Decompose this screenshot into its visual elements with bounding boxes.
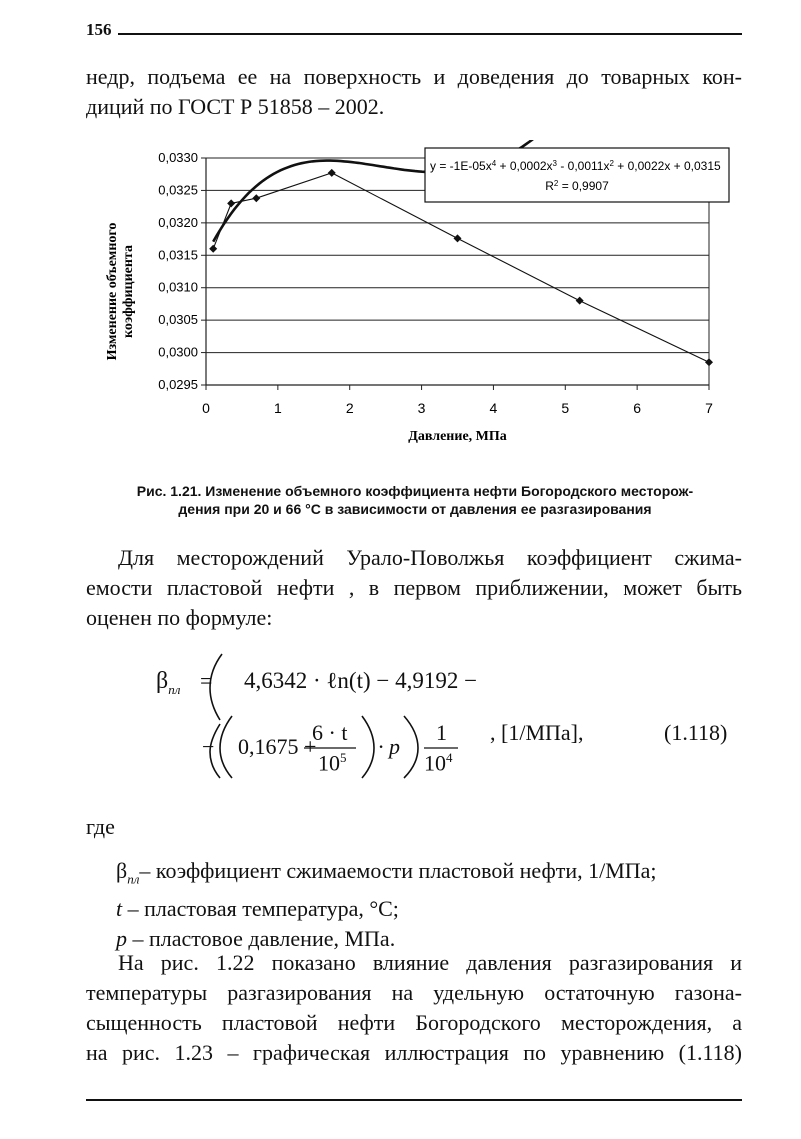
formula-const: 0,1675 +: [238, 734, 317, 759]
y-tick-label: 0,0295: [158, 377, 198, 392]
data-point: [209, 245, 217, 253]
data-point: [252, 194, 260, 202]
den2-exp: 4: [446, 750, 453, 765]
x-tick-label: 5: [561, 400, 570, 416]
formula-eq-number: (1.118): [664, 720, 728, 745]
definitions-list: [116, 856, 657, 954]
def-symbol: p: [116, 926, 127, 952]
formula-frac-den: [318, 750, 347, 776]
den2-base: 10: [424, 750, 446, 776]
formula-times-p: · p: [378, 734, 400, 759]
frac-den-exp: 5: [340, 750, 347, 765]
lhs-symbol: β: [156, 668, 169, 694]
x-tick-label: 4: [489, 400, 498, 416]
formula-line1: 4,6342 · ℓn(t) − 4,9192 −: [244, 668, 478, 693]
formula-frac-num: 6 · t: [312, 720, 348, 745]
text-line: оценен по формуле:: [86, 605, 273, 630]
trendline-equation-box: [425, 148, 729, 202]
header-rule: [118, 33, 742, 35]
x-tick-label: 1: [273, 400, 282, 416]
caption-line: дения при 20 и 66 °С в зависимости от давления ее разгазирования: [178, 501, 652, 517]
text-line: емости пластовой нефти , в первом приближении, может быть: [86, 575, 742, 600]
y-tick-label: 0,0325: [158, 182, 198, 198]
data-point: [576, 297, 584, 305]
text-line: Для месторождений Урало-Поволжья коэффициент сжима-: [118, 545, 742, 570]
def-symbol: t: [116, 896, 123, 922]
definition-t: [116, 894, 657, 924]
text-line: недр, подъема ее на поверхность и доведения до товарных кон-: [86, 64, 742, 89]
x-tick-label: 3: [417, 400, 426, 416]
formula-units: , [1/МПа],: [490, 720, 584, 745]
def-subscript: пл: [127, 871, 140, 887]
def-text: – коэффициент сжимаемости пластовой нефти, 1/МПа;: [139, 858, 657, 883]
r-squared-label: $R^2 = 0,9907$: [545, 178, 609, 193]
x-tick-label: 0: [202, 400, 210, 416]
def-text: – пластовая температура, °С;: [122, 896, 399, 922]
figure-chart: [100, 140, 750, 450]
text-line: сыщенность пластовой нефти Богородского месторождения, а: [86, 1010, 742, 1035]
page-number: 156: [86, 20, 112, 39]
formula-equals: =: [200, 668, 213, 693]
x-tick-label: 6: [633, 400, 642, 416]
text-line: На рис. 1.22 показано влияние давления разгазирования и: [118, 950, 742, 975]
formula-minus: −: [202, 734, 215, 759]
x-tick-label: 7: [705, 400, 713, 416]
def-text: – пластовое давление, МПа.: [127, 926, 396, 952]
y-axis-label: Изменение объемного: [105, 222, 120, 361]
footer-rule: [86, 1099, 742, 1101]
def-symbol: β: [116, 858, 128, 883]
intro-paragraph: [86, 543, 742, 633]
caption-line: Рис. 1.21. Изменение объемного коэффициента нефти Богородского месторож-: [136, 483, 694, 499]
data-point: [227, 199, 235, 207]
text-line: на рис. 1.23 – графическая иллюстрация по уравнению (1.118): [86, 1040, 742, 1065]
lhs-subscript: пл: [168, 681, 181, 697]
formula-1-118: [156, 648, 776, 798]
frac-den-base: 10: [318, 750, 340, 776]
trendline-equation: $y = -1E-05x^4 + 0,0002x^3 - 0,0011x^2 + 0,0022x + 0,0315$: [430, 158, 721, 173]
data-point: [705, 358, 713, 366]
y-axis-label: коэффициента: [121, 245, 136, 338]
figure-caption: [110, 482, 720, 518]
text-line: диций по ГОСТ Р 51858 – 2002.: [86, 94, 385, 119]
where-label: где: [86, 814, 115, 839]
y-tick-label: 0,0315: [158, 247, 198, 263]
y-tick-label: 0,0300: [158, 344, 198, 360]
text-line: температуры разгазирования на удельную остаточную газона-: [86, 980, 742, 1005]
y-tick-label: 0,0305: [158, 312, 198, 328]
bottom-paragraph: [86, 948, 742, 1068]
definition-beta: [116, 856, 657, 894]
formula-den2: [424, 750, 453, 776]
top-paragraph: [86, 62, 742, 122]
y-tick-label: 0,0320: [158, 214, 198, 230]
y-tick-label: 0,0330: [158, 150, 198, 165]
formula-lhs: [156, 668, 180, 698]
x-tick-label: 2: [345, 400, 354, 416]
y-tick-label: 0,0310: [158, 279, 198, 295]
data-point: [454, 234, 462, 242]
data-point: [328, 169, 336, 177]
x-axis-label: Давление, МПа: [408, 429, 507, 444]
formula-one: 1: [436, 720, 447, 745]
